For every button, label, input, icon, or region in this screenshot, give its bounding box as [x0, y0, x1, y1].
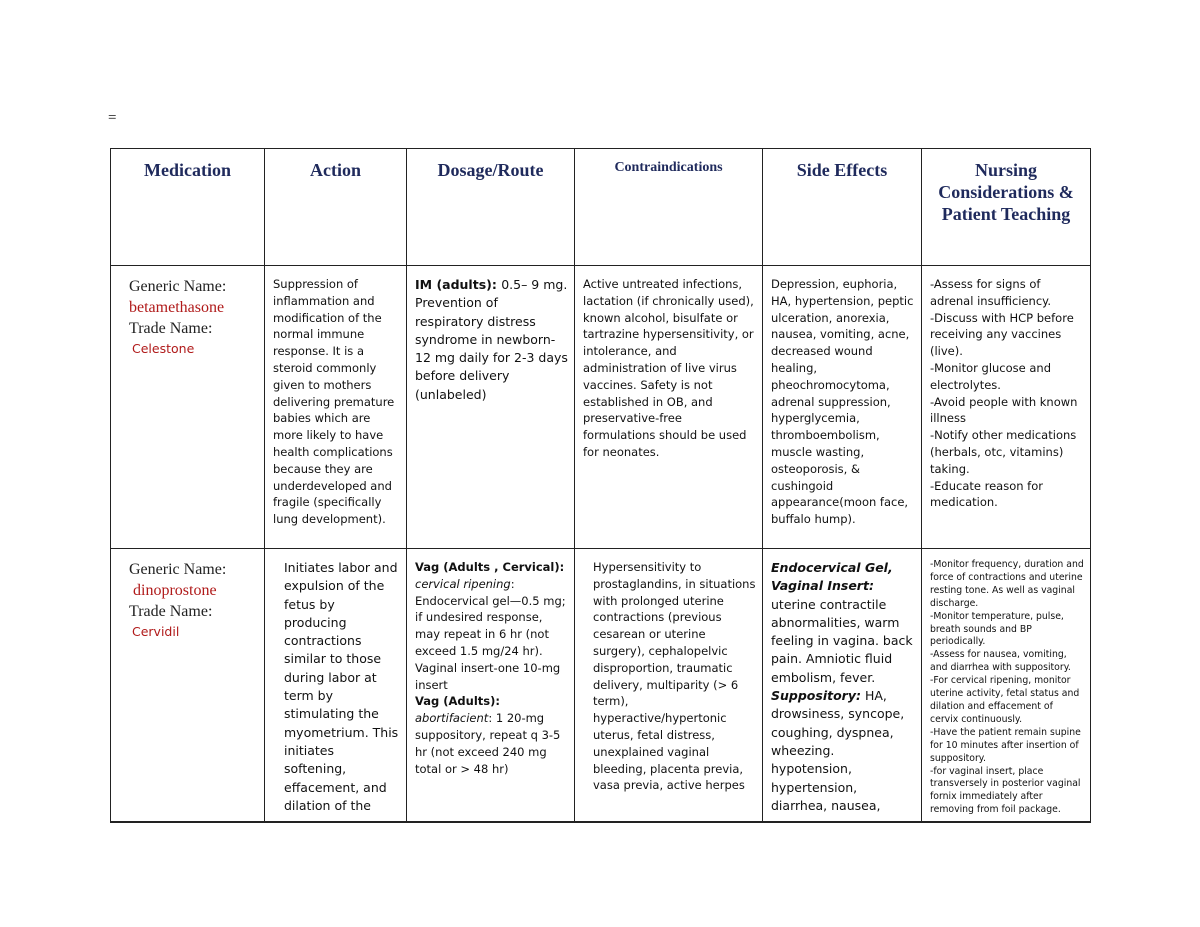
- contraindications-text: Hypersensitivity to prostaglandins, in situations with prolonged uterine contractions (previous cesarean or uterine surgery), cephalopelvic disproportion, traumatic delivery, multiparity (> 6 term), hyperactive/hypertonic uterus, fetal distress, unexplained vaginal bleeding, placenta previa, vasa previa, active herpes: [593, 560, 756, 793]
- medication-table: [110, 148, 1091, 823]
- header-side-effects: Side Effects: [763, 149, 922, 266]
- generic-name-label: Generic Name:: [129, 278, 227, 295]
- action-cell: [265, 549, 407, 823]
- trade-name-label: Trade Name:: [129, 320, 213, 337]
- table-row-dinoprostone: [111, 549, 1091, 823]
- trade-name: Celestone: [132, 341, 195, 356]
- dosage-detail: : 1 20-mg suppository, repeat q 3-5 hr (not exceed 240 mg total or > 48 hr): [415, 711, 561, 776]
- header-medication: Medication: [111, 149, 265, 266]
- dosage-indication: abortifacient: [415, 711, 489, 726]
- side-effects-route-label: Endocervical Gel, Vaginal Insert:: [771, 560, 893, 594]
- dosage-indication: cervical ripening: [415, 576, 511, 591]
- generic-name: betamethasone: [129, 299, 225, 316]
- dosage-colon: :: [510, 576, 515, 591]
- dosage-detail: Endocervical gel—0.5 mg; if undesired response, may repeat in 6 hr (not exceed 1.5 mg/24 hr). Vaginal insert-one 10-mg insert: [415, 593, 566, 692]
- side-effects-text: [763, 549, 921, 815]
- nursing-text: -Assess for signs of adrenal insufficiency. -Discuss with HCP before receiving any vaccines (live). -Monitor glucose and electrolytes. -Avoid people with known illness -Notify other medications (herbals, otc, vitamins) taking. -Educate reason for medication.: [930, 277, 1078, 510]
- side-effects-detail: HA, drowsiness, syncope, coughing, dyspnea, wheezing. hypotension, hypertension, diarrhea, nausea,: [771, 688, 905, 813]
- header-contraindications: Contraindications: [575, 149, 763, 266]
- side-effects-detail: uterine contractile abnormalities, warm feeling in vagina. back pain. Amniotic fluid embolism, fever.: [771, 596, 913, 685]
- header-nursing-considerations: Nursing Considerations & Patient Teaching: [922, 149, 1091, 266]
- dosage-text: [407, 549, 574, 777]
- action-text: Suppression of inflammation and modification of the normal immune response. It is a steroid commonly given to mothers delivering premature babies which are more likely to have health complications because they are underdeveloped and fragile (specifically lung development).: [273, 277, 395, 527]
- side-effects-cell: [763, 266, 922, 549]
- nursing-cell: [922, 266, 1091, 549]
- generic-name: dinoprostone: [133, 582, 217, 599]
- generic-name-label: Generic Name:: [129, 561, 227, 578]
- nursing-text: -Monitor frequency, duration and force of contractions and uterine resting tone. As well as vaginal discharge. -Monitor temperature, pulse, breath sounds and BP periodically. -Assess for nausea, vomiting, and diarrhea with suppository. -For cervical ripening, monitor uterine activity, fetal status and dilation and effacement of cervix continuously. -Have the patient remain supine for 10 minutes after insertion of suppository. -for vaginal insert, place transversely in posterior vaginal fornix immediately after removing from foil package.: [930, 559, 1084, 816]
- medication-cell: [111, 266, 265, 549]
- nursing-cell: [922, 549, 1091, 823]
- side-effects-route-label: Suppository:: [771, 688, 861, 704]
- header-row: [111, 149, 1091, 266]
- contraindications-cell: [575, 266, 763, 549]
- header-action: Action: [265, 149, 407, 266]
- dosage-cell: [407, 549, 575, 823]
- contraindications-cell: [575, 549, 763, 823]
- contraindications-text: Active untreated infections, lactation (if chronically used), known alcohol, bisulfate or tartrazine hypersensitivity, or intolerance, and administration of live virus vaccines. Safety is not established in OB, and preservative-free formulations should be used for neonates.: [583, 277, 754, 459]
- dosage-cell: [407, 266, 575, 549]
- trade-name-label: Trade Name:: [129, 603, 213, 620]
- trade-name: Cervidil: [132, 624, 180, 639]
- dosage-route-label: IM (adults):: [415, 277, 502, 292]
- table-row-betamethasone: [111, 266, 1091, 549]
- action-text: Initiates labor and expulsion of the fetus by producing contractions similar to those during labor at term by stimulating the myometrium. This initiates softening, effacement, and dilation of the: [284, 560, 399, 813]
- dosage-detail: 0.5– 9 mg. Prevention of respiratory distress syndrome in newborn- 12 mg daily for 2-3 days before delivery (unlabeled): [415, 277, 568, 402]
- dosage-route-label: Vag (Adults):: [415, 694, 500, 709]
- side-effects-text: Depression, euphoria, HA, hypertension, peptic ulceration, anorexia, nausea, vomiting, acne, decreased wound healing, pheochromocytoma, adrenal suppression, hyperglycemia, thromboembolism, muscle wasting, osteoporosis, & cushingoid appearance(moon face, buffalo hump).: [771, 277, 914, 527]
- action-cell: [265, 266, 407, 549]
- dosage-route-label: Vag (Adults , Cervical):: [415, 560, 565, 574]
- header-dosage-route: Dosage/Route: [407, 149, 575, 266]
- equals-mark: =: [108, 110, 117, 126]
- side-effects-cell: [763, 549, 922, 823]
- dosage-text: [407, 266, 574, 404]
- medication-cell: [111, 549, 265, 823]
